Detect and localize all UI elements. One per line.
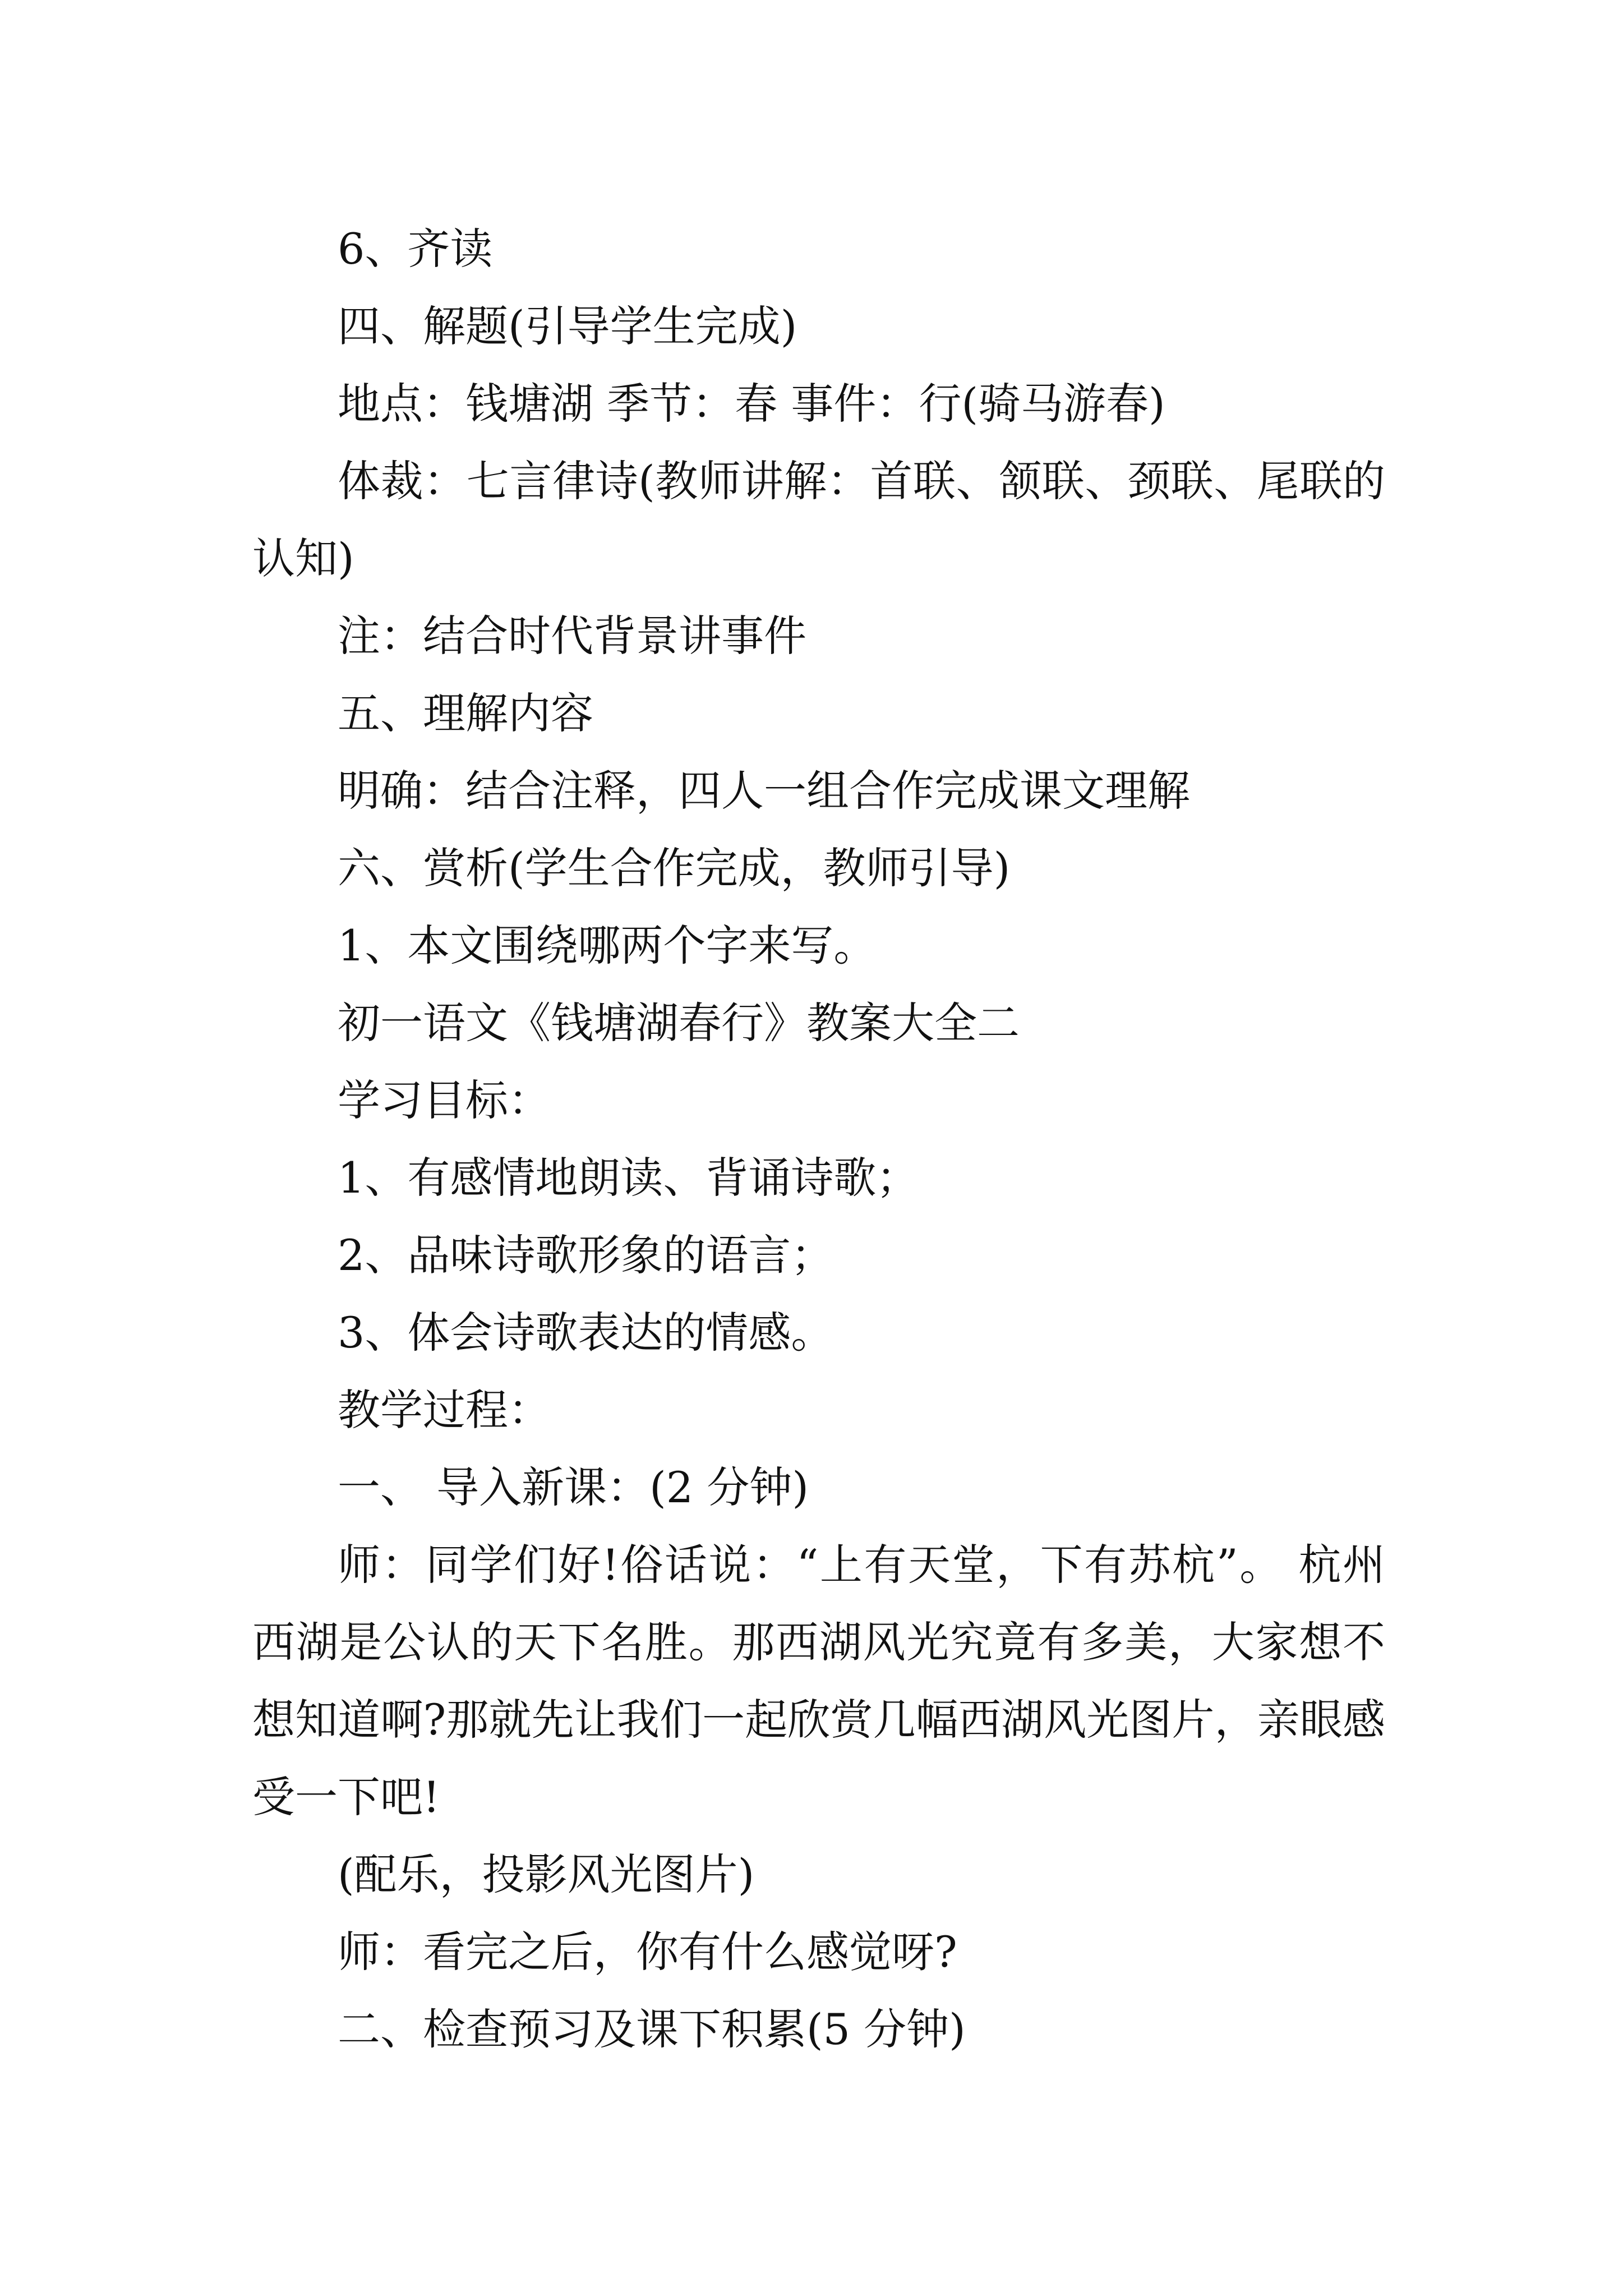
paragraph-15: 教学过程： — [338, 1385, 551, 1435]
paragraph-5: 注：结合时代背景讲事件 — [338, 611, 806, 661]
paragraph-7: 明确：结合注释，四人一组合作完成课文理解 — [338, 766, 1190, 816]
paragraph-10: 初一语文《钱塘湖春行》教案大全二 — [338, 998, 1020, 1048]
paragraph-1: 6、齐读 — [338, 224, 493, 274]
paragraph-9: 1、本文围绕哪两个字来写。 — [338, 921, 877, 970]
paragraph-18: (配乐，投影风光图片) — [338, 1849, 755, 1899]
paragraph-20: 二、检查预习及课下积累(5 分钟) — [338, 2004, 966, 2054]
paragraph-17: 师：同学们好!俗话说：“上有天堂，下有苏杭”。 杭州西湖是公认的天下名胜。那西湖风光究竟有多美，大家想不想知道啊?那就先让我们一起欣赏几幅西湖风光图片，亲眼感受一下吧! — [252, 1540, 1385, 1822]
paragraph-3: 地点：钱塘湖 季节：春 事件：行(骑马游春) — [338, 379, 1165, 429]
paragraph-16: 一、 导入新课：(2 分钟) — [338, 1462, 809, 1512]
paragraph-6: 五、理解内容 — [338, 688, 593, 738]
paragraph-14: 3、体会诗歌表达的情感。 — [338, 1308, 834, 1358]
paragraph-8: 六、赏析(学生合作完成，教师引导) — [338, 843, 1011, 893]
paragraph-19: 师：看完之后，你有什么感觉呀? — [338, 1927, 957, 1977]
paragraph-4: 体裁：七言律诗(教师讲解：首联、颔联、颈联、尾联的认知) — [252, 456, 1385, 583]
paragraph-2: 四、解题(引导学生完成) — [338, 301, 797, 351]
paragraph-12: 1、有感情地朗读、背诵诗歌； — [338, 1153, 919, 1203]
paragraph-11: 学习目标： — [338, 1075, 551, 1125]
paragraph-13: 2、品味诗歌形象的语言； — [338, 1230, 834, 1280]
document-body — [252, 210, 1385, 2068]
